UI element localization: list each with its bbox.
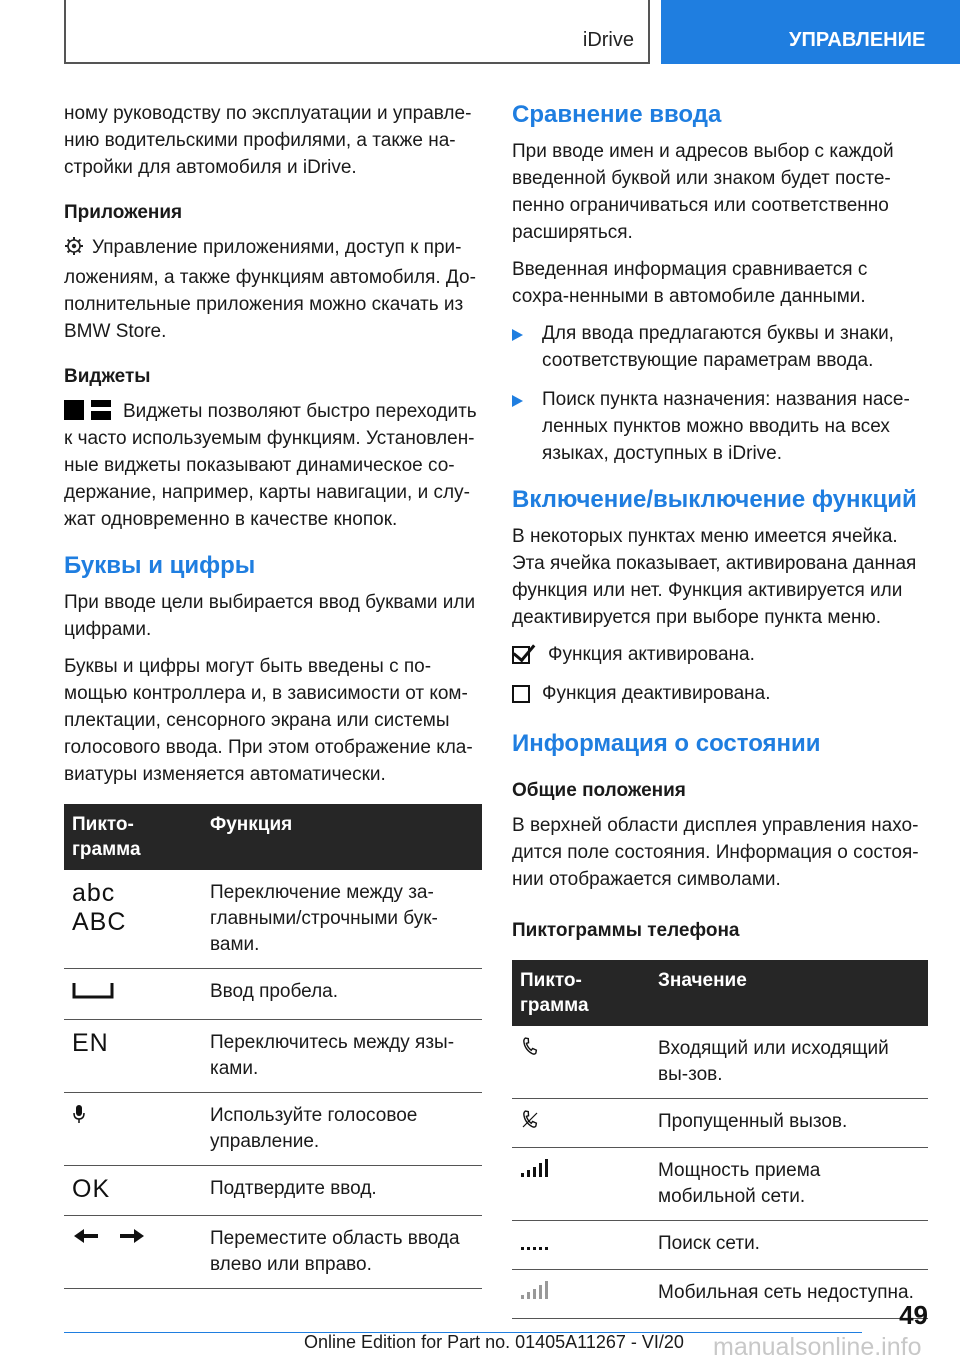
right-column: [512, 100, 928, 1319]
table-cell-function: Переключитесь между язы-ками.: [202, 1020, 482, 1093]
table-cell-function: Переместите область ввода влево или вправо.: [202, 1216, 482, 1289]
footer-edition: Online Edition for Part no. 01405A11267 - VI/20: [304, 1332, 684, 1352]
check-off-text: Функция деактивирована.: [542, 683, 771, 704]
arrow-left-right-icon: [64, 1216, 202, 1289]
apps-heading: Приложения: [64, 202, 183, 223]
table-row: [64, 1166, 482, 1216]
apps-paragraph: [64, 234, 482, 345]
widgets-icon: [64, 400, 111, 420]
table-header-row: [64, 804, 482, 870]
check-on-row: [512, 641, 928, 668]
table-header-pictogram: Пикто-грамма: [64, 804, 202, 870]
header-chapter-tab: [661, 0, 960, 64]
table-cell-meaning: Мощность приема мобильной сети.: [650, 1148, 928, 1221]
page-number: 49: [899, 1300, 928, 1330]
ok-icon: OK: [64, 1166, 202, 1216]
widgets-heading: Виджеты: [64, 366, 151, 387]
bullet-item: Поиск пункта назначения: названия насе-ленных пунктов можно вводить на всех языках, доступных в iDrive.: [512, 386, 928, 467]
network-search-icon: [512, 1221, 650, 1270]
bullet-item: Для ввода предлагаются буквы и знаки, соответствующие параметрам ввода.: [512, 320, 928, 374]
table-row: [64, 1216, 482, 1289]
microphone-icon: [64, 1093, 202, 1166]
table-header-function: Функция: [202, 804, 482, 870]
intro-paragraph: ному руководству по эксплуатации и управле-нию водительскими профилями, а также на-стройки для автомобиля и iDrive.: [64, 103, 472, 178]
toggle-heading: Включение/выключение функций: [512, 486, 917, 513]
table-row: [512, 1026, 928, 1099]
check-on-text: Функция активирована.: [548, 644, 755, 665]
table-row: [64, 1020, 482, 1093]
letters-heading: Буквы и цифры: [64, 552, 256, 579]
case-toggle-icon: abcABC: [64, 870, 202, 969]
no-network-icon: [512, 1270, 650, 1319]
phone-icons-table: [512, 960, 928, 1319]
table-cell-function: Подтвердите ввод.: [202, 1166, 482, 1216]
header-chapter-title: УПРАВЛЕНИЕ: [789, 29, 926, 51]
table-cell-function: Переключение между за-главными/строчными бук-вами.: [202, 870, 482, 969]
apps-text: Управление приложениями, доступ к при-ложениям, а также функциям автомобиля. До-полнительные приложения можно скачать из BMW Store.: [64, 237, 476, 342]
space-icon: [64, 969, 202, 1020]
compare-paragraph-1: При вводе имен и адресов выбор с каждой введенной буквой или знаком будет посте-пенно ограничиваться или соответственно расширяться.: [512, 141, 894, 243]
phone-heading: Пиктограммы телефона: [512, 920, 740, 941]
general-heading: Общие положения: [512, 780, 686, 801]
toggle-paragraph: В некоторых пунктах меню имеется ячейка. Эта ячейка показывает, активирована данная функция или нет. Функция активируется или деактивируется при выборе пункта меню.: [512, 526, 917, 628]
table-row: [512, 1270, 928, 1319]
table-row: [512, 1099, 928, 1148]
signal-strength-icon: [512, 1148, 650, 1221]
table-cell-function: Используйте голосовое управление.: [202, 1093, 482, 1166]
widgets-text: Виджеты позволяют быстро переходить к часто используемым функциям. Установлен-ные виджеты показывают динамическое со-держание, например, карты навигации, и слу-жат одновременно в качестве кнопок.: [64, 401, 477, 530]
table-row: [64, 969, 482, 1020]
table-cell-meaning: Мобильная сеть недоступна.: [650, 1270, 928, 1319]
left-column: [64, 100, 482, 1289]
compare-heading: Сравнение ввода: [512, 101, 722, 128]
table-row: [64, 870, 482, 969]
apps-icon: [64, 236, 84, 264]
header-section-title: iDrive: [582, 29, 634, 51]
table-cell-meaning: Входящий или исходящий вы-зов.: [650, 1026, 928, 1099]
phone-call-icon: [512, 1026, 650, 1099]
letters-paragraph-1: При вводе цели выбирается ввод буквами или цифрами.: [64, 592, 476, 640]
general-paragraph: В верхней области дисплея управления нахо-дится поле состояния. Информация о состоя-нии отображается символами.: [512, 815, 919, 890]
status-heading: Информация о состоянии: [512, 730, 821, 757]
table-header-row: [512, 960, 928, 1026]
compare-paragraph-2: Введенная информация сравнивается с сохра-ненными в автомобиле данными.: [512, 259, 868, 307]
missed-call-icon: [512, 1099, 650, 1148]
table-cell-meaning: Поиск сети.: [650, 1221, 928, 1270]
table-cell-meaning: Пропущенный вызов.: [650, 1099, 928, 1148]
bullet-triangle-icon: [512, 329, 523, 341]
widgets-paragraph: [64, 398, 482, 533]
bullet-triangle-icon: [512, 395, 523, 407]
watermark: manualsonline.info: [713, 1333, 922, 1361]
header-section-box: [64, 0, 650, 64]
table-row: [512, 1221, 928, 1270]
table-row: [512, 1148, 928, 1221]
letters-paragraph-2: Буквы и цифры могут быть введены с по-мощью контроллера и, в зависимости от ком-плектации, сенсорного экрана или системы голосового ввода. При этом отображение кла-виатуры изменяется автоматически.: [64, 656, 473, 785]
check-off-row: [512, 680, 928, 707]
table-header-pictogram: Пикто-грамма: [512, 960, 650, 1026]
checkbox-empty-icon: [512, 685, 530, 703]
table-cell-function: Ввод пробела.: [202, 969, 482, 1020]
table-row: [64, 1093, 482, 1166]
language-icon: EN: [64, 1020, 202, 1093]
keyboard-icons-table: [64, 804, 482, 1289]
table-header-meaning: Значение: [650, 960, 928, 1026]
checkbox-checked-icon: [512, 646, 530, 664]
